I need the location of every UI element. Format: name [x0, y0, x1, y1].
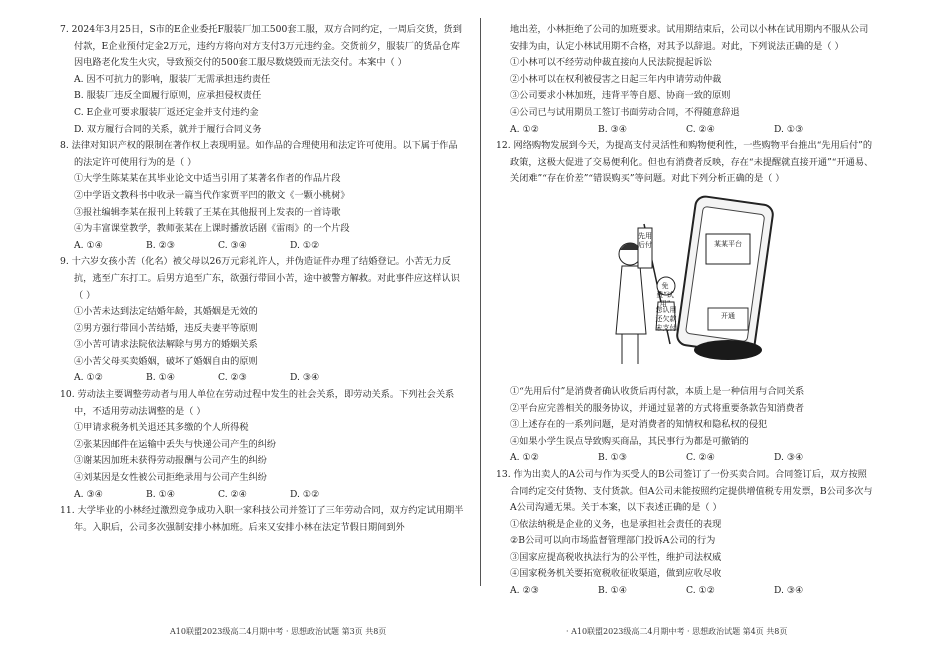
page-footer-right: · A10联盟2023级高二4月期中考 · 思想政治试题 第4页 共8页: [566, 627, 788, 636]
option-d: D. ①②: [290, 488, 320, 500]
option-d: D. ③④: [774, 585, 804, 597]
question-8: [60, 138, 465, 254]
option-a: A. ①④: [74, 239, 103, 251]
option-c: C. ②④: [686, 452, 716, 464]
statement-2: ②平台应完善相关的服务协议，并通过显著的方式将重要条款告知消费者: [510, 402, 804, 414]
option-c: C. ②③: [218, 372, 248, 384]
option-b: B. 服装厂违反全面履行原则，应承担侵权责任: [74, 90, 262, 102]
option-a: A. ①②: [74, 372, 103, 384]
statement-3: ③谢某因加班未获得劳动报酬与公司产生的纠纷: [74, 455, 267, 467]
answer-options: [60, 238, 465, 255]
answer-options: [496, 450, 876, 467]
question-8-stem: 8. 法律对知识产权的限制在著作权上表现明显。如作品的合理使用和法定许可使用。以下属于作品的法定许可使用行为的是（ ）: [60, 140, 458, 168]
question-12-stem: 12. 网络购物发展到今天，为提高支付灵活性和购物便利性，一些购物平台推出“先用后付”的政策，这极大促进了交易便利化。但也有消费者反映，存在“未提醒就直接开通”“开通易、关闭难”“存在价差”“错误购买”等问题。对此下列分析正确的是（ ）: [496, 140, 874, 185]
option-a: A. ②③: [510, 585, 539, 597]
question-7-stem: 7. 2024年3月25日，S市的E企业委托F服装厂加工500套工服，双方合同约定，一周后交货，货到付款，E企业预付定金2万元，违约方将向对方支付3万元违约金。交货前夕，服装厂的货品仓库因电路老化发生火灾，导致预交付的500套工服尽数烧毁而无法交付。本案中（ ）: [60, 24, 462, 69]
answer-options: [496, 122, 876, 139]
option-d: D. ③④: [774, 452, 804, 464]
question-10: [60, 387, 465, 503]
option-a: A. ①②: [510, 452, 539, 464]
question-11-stem: 11. 大学毕业的小林经过激烈竞争成功入职一家科技公司并签订了三年劳动合同，双方约定试用期半年。入职后，公司多次强制安排小林加班。后来又安排小林在法定节假日期间到外: [60, 505, 464, 533]
question-13: [496, 467, 876, 600]
question-10-stem: 10. 劳动法主要调整劳动者与用人单位在劳动过程中发生的社会关系，即劳动关系。下列社会关系中，不适用劳动法调整的是（ ）: [60, 389, 455, 417]
statement-1: ①大学生陈某某在其毕业论文中适当引用了某著名作者的作品片段: [74, 173, 341, 185]
statement-1: ①小林可以不经劳动仲裁直接向人民法院提起诉讼: [510, 57, 713, 69]
page-footer-left: A10联盟2023级高二4月期中考 · 思想政治试题 第3页 共8页: [170, 627, 387, 636]
option-c: C. ②④: [686, 123, 716, 135]
statement-3: ③报社编辑李某在报刊上转载了王某在其他报刊上发表的一首诗歌: [74, 206, 341, 218]
statement-2: ②小林可以在权利被侵害之日起三年内申请劳动仲裁: [510, 73, 722, 85]
option-c: C. ③④: [218, 239, 248, 251]
option-b: B. ①④: [598, 585, 628, 597]
statement-1: ①依法纳税是企业的义务，也是承担社会责任的表现: [510, 518, 722, 530]
option-d: D. ①②: [290, 239, 320, 251]
cartoon-drawing: [608, 194, 778, 376]
right-column: [496, 22, 876, 600]
statement-3: ③上述存在的一系列问题，是对消费者的知情权和隐私权的侵犯: [510, 419, 768, 431]
statement-2: ②中学语文教科书中收录一篇当代作家贾平凹的散文《一颗小桃树》: [74, 189, 350, 201]
column-divider: [480, 18, 481, 586]
question-9: [60, 254, 465, 387]
statement-1: ①甲请求税务机关退还其多缴的个人所得税: [74, 422, 249, 434]
option-b: B. ③④: [598, 123, 628, 135]
left-column: [60, 22, 465, 536]
question-12: [496, 138, 876, 467]
answer-options: [496, 583, 876, 600]
statement-4: ④如果小学生误点导致购买商品，其民事行为都是可撤销的: [510, 435, 749, 447]
question-11-continued: [496, 22, 876, 138]
statement-2: ②男方强行带回小苦结婚，违反夫妻平等原则: [74, 322, 258, 334]
statement-4: ④小苦父母买卖婚姻，破坏了婚姻自由的原则: [74, 355, 258, 367]
bag-label: 您认用还欠款未支付: [655, 305, 677, 332]
option-a: A. 因不可抗力的影响，服装厂无需承担违约责任: [74, 73, 271, 85]
option-d: D. ①③: [774, 123, 804, 135]
statement-2: ②张某因邮件在运输中丢失与快递公司产生的纠纷: [74, 438, 277, 450]
question-9-stem: 9. 十六岁女孩小苦（化名）被父母以26万元彩礼许人，并伪造证件办理了结婚登记。小苦无力反抗，逃至广东打工。后男方追至广东，欲强行带回小苦，途中被警方解救。对此事件应这样认识（ ）: [60, 256, 460, 301]
statement-3: ③小苦可请求法院依法解除与男方的婚姻关系: [74, 339, 258, 351]
statement-4: ④国家税务机关要拓宽税收征收渠道，做到应收尽收: [510, 568, 722, 580]
answer-options: [60, 487, 465, 504]
statement-4: ④公司已与试用期员工签订书面劳动合同，不得随意辞退: [510, 106, 740, 118]
statement-2: ②B公司可以向市场监督管理部门投诉A公司的行为: [510, 535, 716, 547]
statement-4: ④刘某因是女性被公司拒绝录用与公司产生纠纷: [74, 472, 267, 484]
lure-label: 先用后付: [638, 231, 652, 249]
statement-3: ③公司要求小林加班，违背平等自愿、协商一致的原则: [510, 90, 731, 102]
cartoon-illustration: [496, 194, 876, 380]
question-13-stem: 13. 作为出卖人的A公司与作为买受人的B公司签订了一份买卖合同。合同签订后，双方按照合同约定交付货物、支付货款。但A公司未能按照约定提供增值税专用发票，B公司多次与A公司沟通无果。关于本案，以下表述正确的是（ ）: [496, 468, 873, 514]
hook-label: 免费“试用”: [656, 281, 674, 308]
statement-1: ①小苦未达到法定结婚年龄，其婚姻是无效的: [74, 306, 258, 318]
answer-options: [60, 370, 465, 387]
statement-3: ③国家应提高税收执法行为的公平性，维护司法权威: [510, 551, 722, 563]
trap-label: 开通: [721, 311, 735, 320]
option-d: D. 双方履行合同的关系，就并于履行合同义务: [74, 123, 262, 135]
statement-1: ①“先用后付”是消费者确认收货后再付款，本质上是一种信用与合同关系: [510, 385, 805, 397]
option-c: C. E企业可要求服装厂返还定金并支付违约金: [74, 106, 259, 118]
question-11: [60, 503, 465, 536]
option-c: C. ①②: [686, 585, 716, 597]
option-b: B. ①③: [598, 452, 628, 464]
platform-label: 某某平台: [714, 239, 742, 248]
option-a: A. ①②: [510, 123, 539, 135]
option-b: B. ②③: [146, 239, 176, 251]
option-a: A. ③④: [74, 488, 103, 500]
question-11-stem-continued: 地出差，小林拒绝了公司的加班要求。试用期结束后，公司以小林在试用期内不服从公司安排为由，认定小林试用期不合格，对其予以辞退。对此，下列说法正确的是（ ）: [510, 24, 869, 52]
statement-4: ④为丰富课堂教学，教师张某在上课时播放话剧《雷雨》的一个片段: [74, 223, 350, 235]
option-b: B. ①④: [146, 488, 176, 500]
option-c: C. ②④: [218, 488, 248, 500]
question-7: [60, 22, 465, 138]
option-d: D. ③④: [290, 372, 320, 384]
option-b: B. ①④: [146, 372, 176, 384]
